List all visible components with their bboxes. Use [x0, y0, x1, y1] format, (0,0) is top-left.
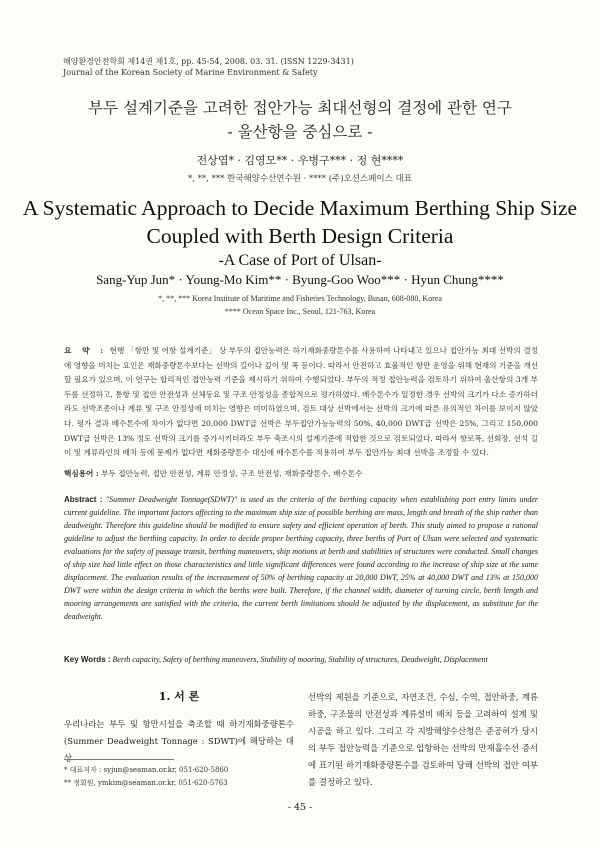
- korean-title-line1: 부두 설계기준을 고려한 접안가능 최대선형의 결정에 관한 연구: [88, 99, 512, 117]
- english-abstract-label: Abstract :: [64, 495, 103, 504]
- english-authors: Sang-Yup Jun* · Young-Mo Kim** · Byung-Goo Woo*** · Hyun Chung****: [96, 272, 504, 287]
- english-abstract: [64, 493, 538, 623]
- english-affiliation-2: **** Ocean Space Inc., Seoul, 121-763, Korea: [224, 307, 376, 316]
- korean-abstract-label: 요 약 :: [64, 346, 108, 355]
- footnote-divider: [64, 759, 174, 760]
- journal-line-english: Journal of the Korean Society of Marine Environment & Safety: [63, 68, 318, 77]
- english-affiliation-1: *, **, *** Korea Institute of Maritime and Fisheries Technology, Busan, 608-080, Korea: [158, 294, 442, 303]
- introduction-left-column: 우리나라는 부두 및 항만시설을 축조할 때 하기재화중량톤수(Summer Deadweight Tonnage : SDWT)에 해당하는 대상: [64, 719, 294, 763]
- english-keywords: [64, 655, 544, 664]
- english-keywords-label: Key Words :: [64, 655, 111, 664]
- introduction-right-column: 선박의 제원을 기준으로, 자연조건, 수심, 수역, 접안하중, 계류하중, 구조물의 안전성과 계류설비 배치 등을 고려하여 설계 및 시공을 하고 있다. 그리고 각 지방해양수산청은 준공허가 당시의 부두 접안능력을 기준으로 입항하는 선박의 만재흘수선 증서에 표기된 하기재화중량톤수를 검토하여 당해 선박의 접안 여부를 결정하고 있다.: [308, 692, 538, 787]
- footnote-member: ** 정회원, ymkim@seaman.or.kr, 051-620-5763: [64, 779, 228, 787]
- journal-header: [63, 56, 354, 78]
- korean-affiliation: *, **, *** 한국해양수산연수원 · **** (주)오션스페이스 대표: [188, 174, 412, 184]
- korean-abstract: [64, 344, 538, 461]
- korean-keywords: [64, 468, 544, 479]
- english-keywords-text: Berth capacity, Safety of berthing maneuvers, Stability of mooring, Stability of structures, Deadweight, Displacement: [112, 655, 488, 664]
- english-subtitle: -A Case of Port of Ulsan-: [218, 252, 382, 269]
- english-title-line1: A Systematic Approach to Decide Maximum Berthing Ship Size: [22, 196, 578, 220]
- english-title-line2: Coupled with Berth Design Criteria: [146, 224, 454, 248]
- page-number: - 45 -: [287, 802, 313, 813]
- korean-title-line2: - 울산항을 중심으로 -: [227, 123, 373, 141]
- korean-authors: 전상엽* · 김영모** · 우병구*** · 정 현****: [196, 154, 404, 167]
- korean-abstract-text: 현행 「항만 및 어항 설계기준」 상 부두의 접안능력은 하기재화중량톤수를 사용하여 나타내고 있으나 접안가능 최대 선박의 결정에 영향을 미치는 요인은 재화중량톤수보다는 선박의 길이나 깊이 및 폭 등이다. 따라서 안전하고 효율적인 항만 운영을 위해 현재의 기준을 개선할 필요가 있으며, 이 연구는 합리적인 접안능력 기준을 제시하기 위하여 수행되었다. 부두의 적정 접안능력을 검토하기 위하여 울산항의 3개 부두를 선정하고, 통항 및 접안 안전성과 선체동요 및 구조 안정성을 종합적으로 평가하였다. 배수톤수가 일정한 경우 선박의 크기가 다소 증가하더라도 선박조종이나 계류 및 구조 안정성에 미치는 영향은 미미하였으며, 검토 대상 선박에서는 선박의 크기에 따른 유의적인 차이를 보이지 않았다. 평가 결과 배수톤수에 차이가 없다면 20,000 DWT급 선박은 부두접안가능능력의 50%, 40,000 DWT급 선박은 25%, 그리고 150,000 DWT급 선박은 13% 정도 선박의 크기를 증가시키더라도 부두 축조시의 설계기준에 적합한 것으로 검토되었다. 따라서 항로폭, 선회장, 선석 길이 및 계류라인의 배치 등에 문제가 없다면 재화중량톤수 대신에 배수톤수를 적용하여 부두 접안가능 최대 선박을 조정할 수 있다.: [64, 346, 538, 458]
- english-abstract-text: "Summer Deadweight Tonnage(SDWT)" is used as the criteria of the berthing capacity when establishing port entry limits under current guideline. The important factors affecting to the maximum ship size of possible berthing are mass, length and breath of the ship rather than deadweight. Therefore this guideline should be modified to ensure safety and efficient operation of berth. This study aimed to propose a rational guideline to adjust the berthing capacity. In order to decide proper berthing capacity, three berths of Port of Ulsan were selected and systematic evaluations for the safety of passage transit, berthing maneuvers, ship motions at berth and stabilities of structures were conducted. Small changes of ship size had little effect on those characteristics and little significant differences were found according to the increase of ship size at the same displacement. The evaluation results of the increasement of 50% of berthing capacity at 20,000 DWT, 25% at 40,000 DWT and 13% at 150,000 DWT were within the design criteria in which the berths were built. Therefore, if the channel width, diameter of turning circle, berth length and mooring arrangements are satisfied with the criteria, the current berth limitations should be adjusted by the displacement, as substitute for the deadweight.: [64, 495, 539, 621]
- footnote-corresponding-author: * 대표저자 : syjun@seaman.or.kr, 051-620-5860: [64, 766, 229, 774]
- korean-keywords-label: 핵심용어 :: [64, 469, 99, 478]
- journal-line-korean: 해양환경안전학회 제14권 제1호, pp. 45-54, 2008. 03. 31. (ISSN 1229-3431): [63, 57, 354, 66]
- korean-keywords-text: 부두 접안능력, 접안 안전성, 계류 안정성, 구조 안전성, 재화중량톤수, 배수톤수: [101, 469, 363, 478]
- section-heading-introduction: 1. 서 론: [158, 690, 200, 703]
